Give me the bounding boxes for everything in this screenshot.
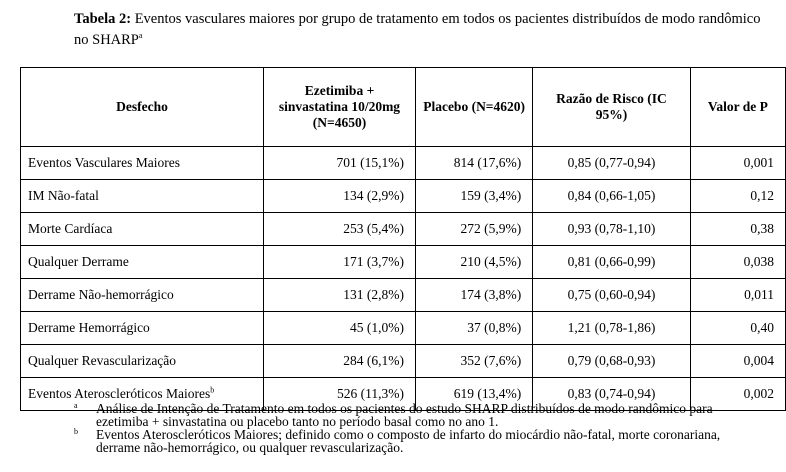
footnote-a xyxy=(74,402,734,428)
outcome-cell-text: Eventos Ateroscleróticos Maiores xyxy=(28,386,211,401)
p-value-cell-text: 0,001 xyxy=(743,155,774,170)
risk-ratio-cell xyxy=(533,312,690,345)
p-value-cell-text: 0,002 xyxy=(743,386,774,401)
treatment-cell-text: 253 (5,4%) xyxy=(343,221,404,236)
placebo-cell-text: 352 (7,6%) xyxy=(460,353,522,368)
p-value-cell-text: 0,004 xyxy=(743,353,774,368)
header-outcome: Desfecho xyxy=(21,68,264,147)
treatment-cell-text: 701 (15,1%) xyxy=(336,155,404,170)
risk-ratio-cell-text: 1,21 (0,78-1,86) xyxy=(567,320,656,335)
placebo-cell xyxy=(415,279,532,312)
placebo-cell xyxy=(415,180,532,213)
treatment-cell-text: 134 (2,9%) xyxy=(343,188,404,203)
header-treatment: Ezetimiba + sinvastatina 10/20mg (N=4650) xyxy=(264,68,416,147)
placebo-cell xyxy=(415,213,532,246)
caption-text: Eventos vasculares maiores por grupo de tratamento em todos os pacientes distribuídos de modo randômico no SHARP xyxy=(74,11,761,48)
results-table xyxy=(20,67,786,411)
treatment-cell xyxy=(264,180,416,213)
header-p-value: Valor de P xyxy=(690,68,785,147)
risk-ratio-cell-text: 0,85 (0,77-0,94) xyxy=(567,155,656,170)
outcome-cell-text: Qualquer Derrame xyxy=(28,254,129,269)
placebo-cell xyxy=(415,312,532,345)
risk-ratio-cell-text: 0,75 (0,60-0,94) xyxy=(567,287,656,302)
outcome-cell-text: Derrame Hemorrágico xyxy=(28,320,150,335)
placebo-cell xyxy=(415,147,532,180)
treatment-cell-text: 526 (11,3%) xyxy=(336,386,404,401)
treatment-cell-text: 131 (2,8%) xyxy=(343,287,404,302)
table-row xyxy=(21,312,786,345)
placebo-cell xyxy=(415,345,532,378)
footnote-b-text: Eventos Ateroscleróticos Maiores; definido como o composto de infarto do miocárdio não-fatal, morte coronariana, derrame não-hemorrágico, ou qualquer revascularização. xyxy=(96,427,721,455)
outcome-cell-text: Qualquer Revascularização xyxy=(28,353,177,368)
placebo-cell-text: 174 (3,8%) xyxy=(460,287,522,302)
footnote-b xyxy=(74,428,734,454)
footnote-a-mark: a xyxy=(74,401,78,410)
risk-ratio-cell-text: 0,93 (0,78-1,10) xyxy=(567,221,656,236)
treatment-cell xyxy=(264,279,416,312)
risk-ratio-cell xyxy=(533,345,690,378)
outcome-cell xyxy=(21,180,264,213)
outcome-cell xyxy=(21,312,264,345)
header-placebo: Placebo (N=4620) xyxy=(415,68,532,147)
treatment-cell-text: 45 (1,0%) xyxy=(349,320,404,335)
risk-ratio-cell xyxy=(533,246,690,279)
p-value-cell xyxy=(690,246,785,279)
treatment-cell xyxy=(264,213,416,246)
p-value-cell-text: 0,011 xyxy=(744,287,774,302)
p-value-cell-text: 0,40 xyxy=(750,320,774,335)
caption-footnote-mark: a xyxy=(138,31,143,41)
outcome-cell xyxy=(21,147,264,180)
p-value-cell xyxy=(690,279,785,312)
outcome-cell-text: IM Não-fatal xyxy=(28,188,99,203)
treatment-cell xyxy=(264,246,416,279)
outcome-footnote-mark: b xyxy=(210,385,215,395)
risk-ratio-cell-text: 0,79 (0,68-0,93) xyxy=(567,353,656,368)
header-risk-ratio: Razão de Risco (IC 95%) xyxy=(533,68,690,147)
outcome-cell-text: Eventos Vasculares Maiores xyxy=(28,155,180,170)
p-value-cell xyxy=(690,180,785,213)
footnote-a-text: Análise de Intenção de Tratamento em todos os pacientes do estudo SHARP distribuídos de modo randômico para ezetimiba + sinvastatina ou placebo tanto no período basal como no ano 1. xyxy=(96,401,713,429)
table-row xyxy=(21,345,786,378)
outcome-cell xyxy=(21,279,264,312)
risk-ratio-cell-text: 0,84 (0,66-1,05) xyxy=(567,188,656,203)
table-caption xyxy=(74,9,764,51)
risk-ratio-cell xyxy=(533,147,690,180)
treatment-cell xyxy=(264,345,416,378)
footnotes xyxy=(74,402,734,454)
p-value-cell xyxy=(690,213,785,246)
outcome-cell xyxy=(21,213,264,246)
p-value-cell xyxy=(690,312,785,345)
p-value-cell-text: 0,038 xyxy=(743,254,774,269)
treatment-cell-text: 284 (6,1%) xyxy=(343,353,404,368)
risk-ratio-cell-text: 0,83 (0,74-0,94) xyxy=(567,386,656,401)
treatment-cell xyxy=(264,147,416,180)
outcome-cell xyxy=(21,345,264,378)
footnote-b-mark: b xyxy=(74,427,78,436)
outcome-cell-text: Derrame Não-hemorrágico xyxy=(28,287,174,302)
placebo-cell-text: 814 (17,6%) xyxy=(453,155,522,170)
header-row xyxy=(21,68,786,147)
p-value-cell xyxy=(690,147,785,180)
placebo-cell-text: 272 (5,9%) xyxy=(460,221,522,236)
table-row xyxy=(21,246,786,279)
risk-ratio-cell-text: 0,81 (0,66-0,99) xyxy=(567,254,656,269)
placebo-cell-text: 210 (4,5%) xyxy=(460,254,522,269)
outcome-cell xyxy=(21,246,264,279)
table-row xyxy=(21,180,786,213)
treatment-cell xyxy=(264,312,416,345)
placebo-cell-text: 37 (0,8%) xyxy=(467,320,522,335)
table-row xyxy=(21,147,786,180)
p-value-cell-text: 0,38 xyxy=(750,221,774,236)
risk-ratio-cell xyxy=(533,180,690,213)
risk-ratio-cell xyxy=(533,279,690,312)
table-row xyxy=(21,279,786,312)
table-row xyxy=(21,213,786,246)
treatment-cell-text: 171 (3,7%) xyxy=(343,254,404,269)
placebo-cell xyxy=(415,246,532,279)
p-value-cell xyxy=(690,345,785,378)
caption-label: Tabela 2: xyxy=(74,11,132,27)
risk-ratio-cell xyxy=(533,213,690,246)
placebo-cell-text: 159 (3,4%) xyxy=(460,188,522,203)
outcome-cell-text: Morte Cardíaca xyxy=(28,221,113,236)
placebo-cell-text: 619 (13,4%) xyxy=(453,386,522,401)
p-value-cell-text: 0,12 xyxy=(750,188,774,203)
